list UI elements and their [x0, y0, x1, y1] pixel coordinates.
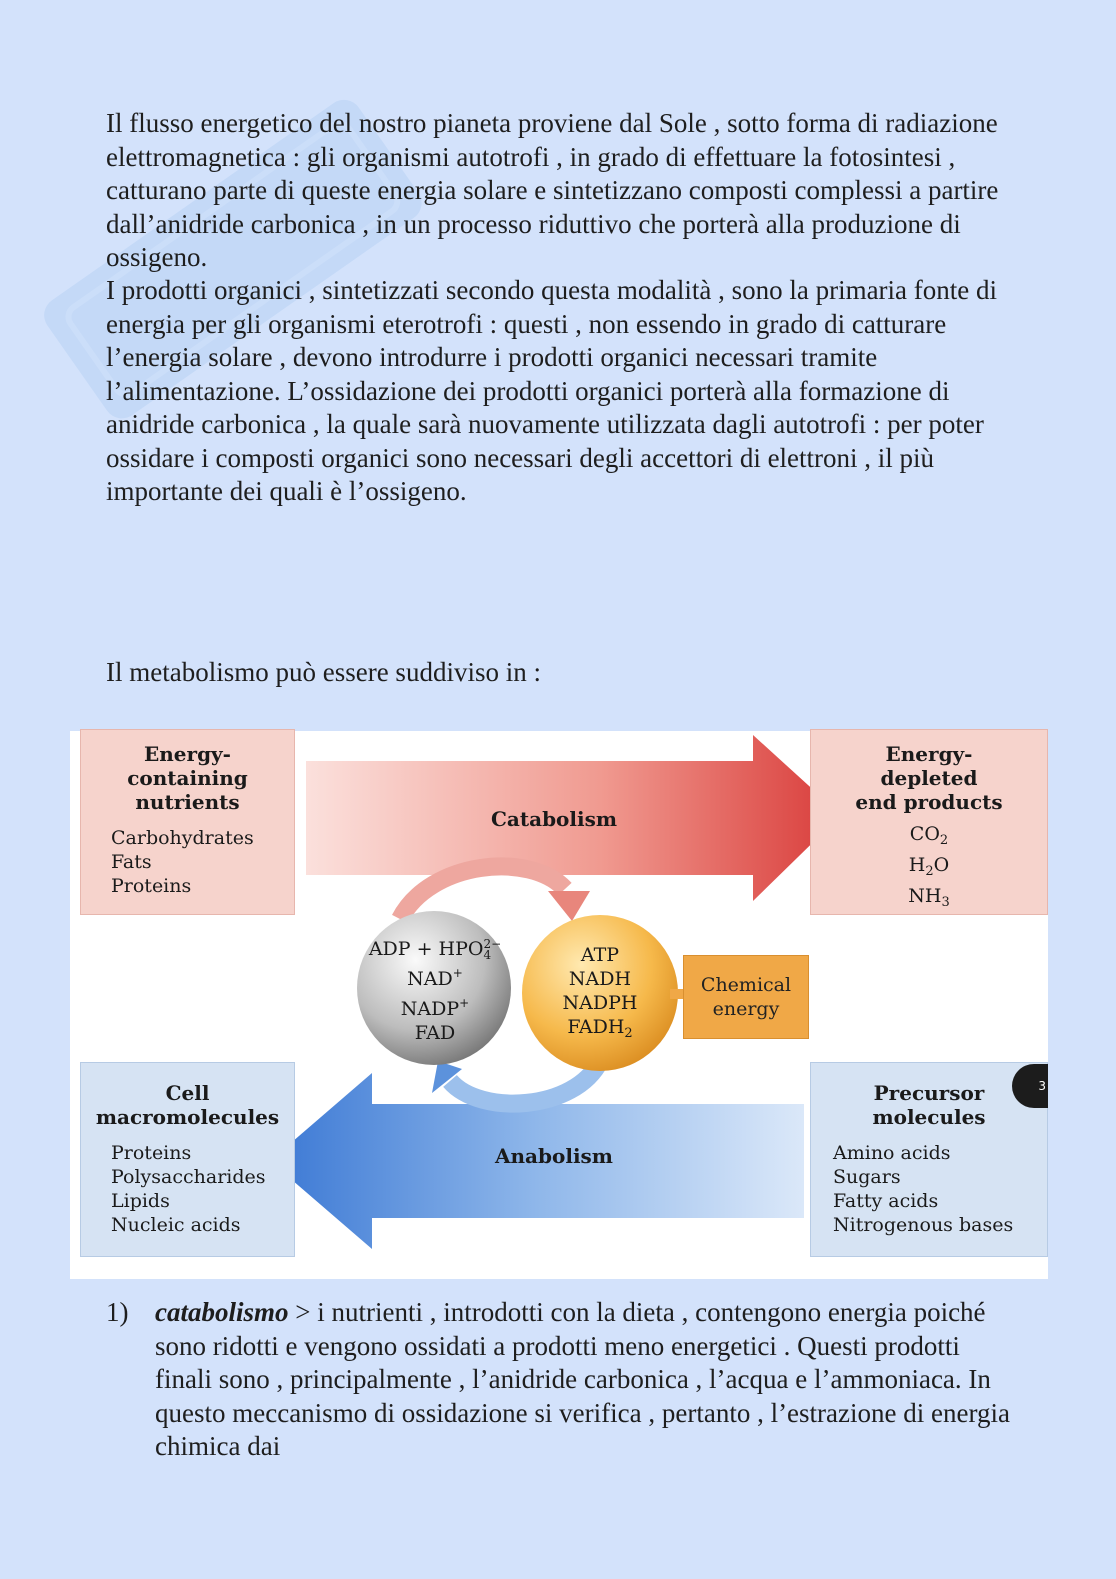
list-number: 1) — [106, 1297, 129, 1327]
precursor-item: Amino acids — [833, 1142, 951, 1164]
catabolism-keyword: catabolismo — [155, 1297, 289, 1327]
nutrients-title-line: nutrients — [135, 790, 240, 814]
nutrient-item: Proteins — [111, 875, 192, 897]
gray-circle-line-nadp: NADP+ — [400, 996, 470, 1020]
end-products-title-line: end products — [855, 790, 1003, 814]
orange-circle-line-nadph: NADPH — [562, 992, 638, 1014]
chemical-energy-line: Chemical — [700, 974, 792, 996]
precursor-item: Fatty acids — [833, 1190, 939, 1212]
paragraph-organic-products: I prodotti organici , sintetizzati secondo questa modalità , sono la primaria fonte di energia per gli organismi eterotrofi : questi , non essendo in grado di catturare l’energia solare , devono introdurre i prodotti organici necessari tramite l’alimentazione. L’ossidazione dei prodotti organici porterà alla formazione di anidride carbonica , la quale sarà nuovamente utilizzata dagli autotrofi : per poter ossidare i composti organici sono necessari degli accettori di elettroni , il più importante dei quali è l’ossigeno. — [106, 275, 998, 506]
paragraph-energy-flow: Il flusso energetico del nostro pianeta proviene dal Sole , sotto forma di radiazione elettromagnetica : gli organismi autotrofi , in grado di effettuare la fotosintesi , catturano parte di queste energia solare e sintetizzano composti complessi a partire dall’anidride carbonica , in un processo riduttivo che porterà alla produzione di ossigeno. — [106, 108, 999, 272]
metabolism-intro: Il metabolismo può essere suddiviso in : — [106, 657, 541, 687]
orange-circle-text — [540, 943, 660, 1046]
end-product-h2o: $H_2O$ — [908, 854, 950, 879]
end-product-co2: $CO_2$ — [909, 823, 949, 848]
gray-circle-line-nad: NAD+ — [407, 966, 463, 990]
gray-circle-text — [352, 937, 518, 1045]
nutrients-title-line: containing — [127, 766, 248, 790]
end-products-title-line: depleted — [880, 766, 978, 790]
macromolecule-item: Nucleic acids — [111, 1214, 241, 1236]
macromolecules-box — [80, 1062, 295, 1257]
end-products-box — [810, 729, 1048, 915]
nutrients-box — [80, 729, 295, 915]
page-number-badge: 3 — [1012, 1064, 1048, 1108]
macromolecule-item: Polysaccharides — [111, 1166, 266, 1188]
gray-circle-line-fad: FAD — [414, 1022, 456, 1044]
precursor-item: Sugars — [833, 1166, 901, 1188]
macromolecules-title-line: macromolecules — [95, 1105, 280, 1129]
orange-circle-line-fadh2: $FADH_2$ — [567, 1016, 633, 1041]
nutrients-title-line: Energy- — [144, 742, 231, 766]
gray-circle-line-adp: ADP + HPO 2− 4 — [368, 937, 502, 962]
catabolism-description: > i nutrienti , introdotti con la dieta , contengono energia poiché sono ridotti e vengono ossidati a prodotti meno energetici . Questi prodotti finali sono , principalmente , l’anidride carbonica , l’acqua e l’ammoniaca. In questo meccanismo di ossidazione si verifica , pertanto , l’estrazione di energia chimica dai — [155, 1297, 1010, 1461]
precursor-title-line: Precursor — [873, 1081, 985, 1105]
list-body — [155, 1296, 1015, 1464]
nutrient-item: Fats — [111, 851, 152, 873]
chemical-energy-line: energy — [712, 998, 780, 1020]
orange-circle-line-atp: ATP — [580, 944, 620, 966]
macromolecule-item: Lipids — [111, 1190, 170, 1212]
end-products-title-line: Energy- — [885, 742, 973, 766]
anabolism-label: Anabolism — [495, 1144, 613, 1168]
macromolecule-item: Proteins — [111, 1142, 192, 1164]
nutrient-item: Carbohydrates — [111, 827, 254, 849]
catabolism-label: Catabolism — [491, 807, 618, 831]
orange-circle-line-nadh: NADH — [568, 968, 632, 990]
chemical-energy-box — [683, 955, 809, 1039]
precursor-title-line: molecules — [872, 1105, 986, 1129]
end-product-nh3: $NH_3$ — [908, 885, 950, 910]
macromolecules-title-line: Cell — [165, 1081, 210, 1105]
precursor-item: Nitrogenous bases — [833, 1214, 1014, 1236]
metabolism-diagram — [70, 731, 1048, 1279]
